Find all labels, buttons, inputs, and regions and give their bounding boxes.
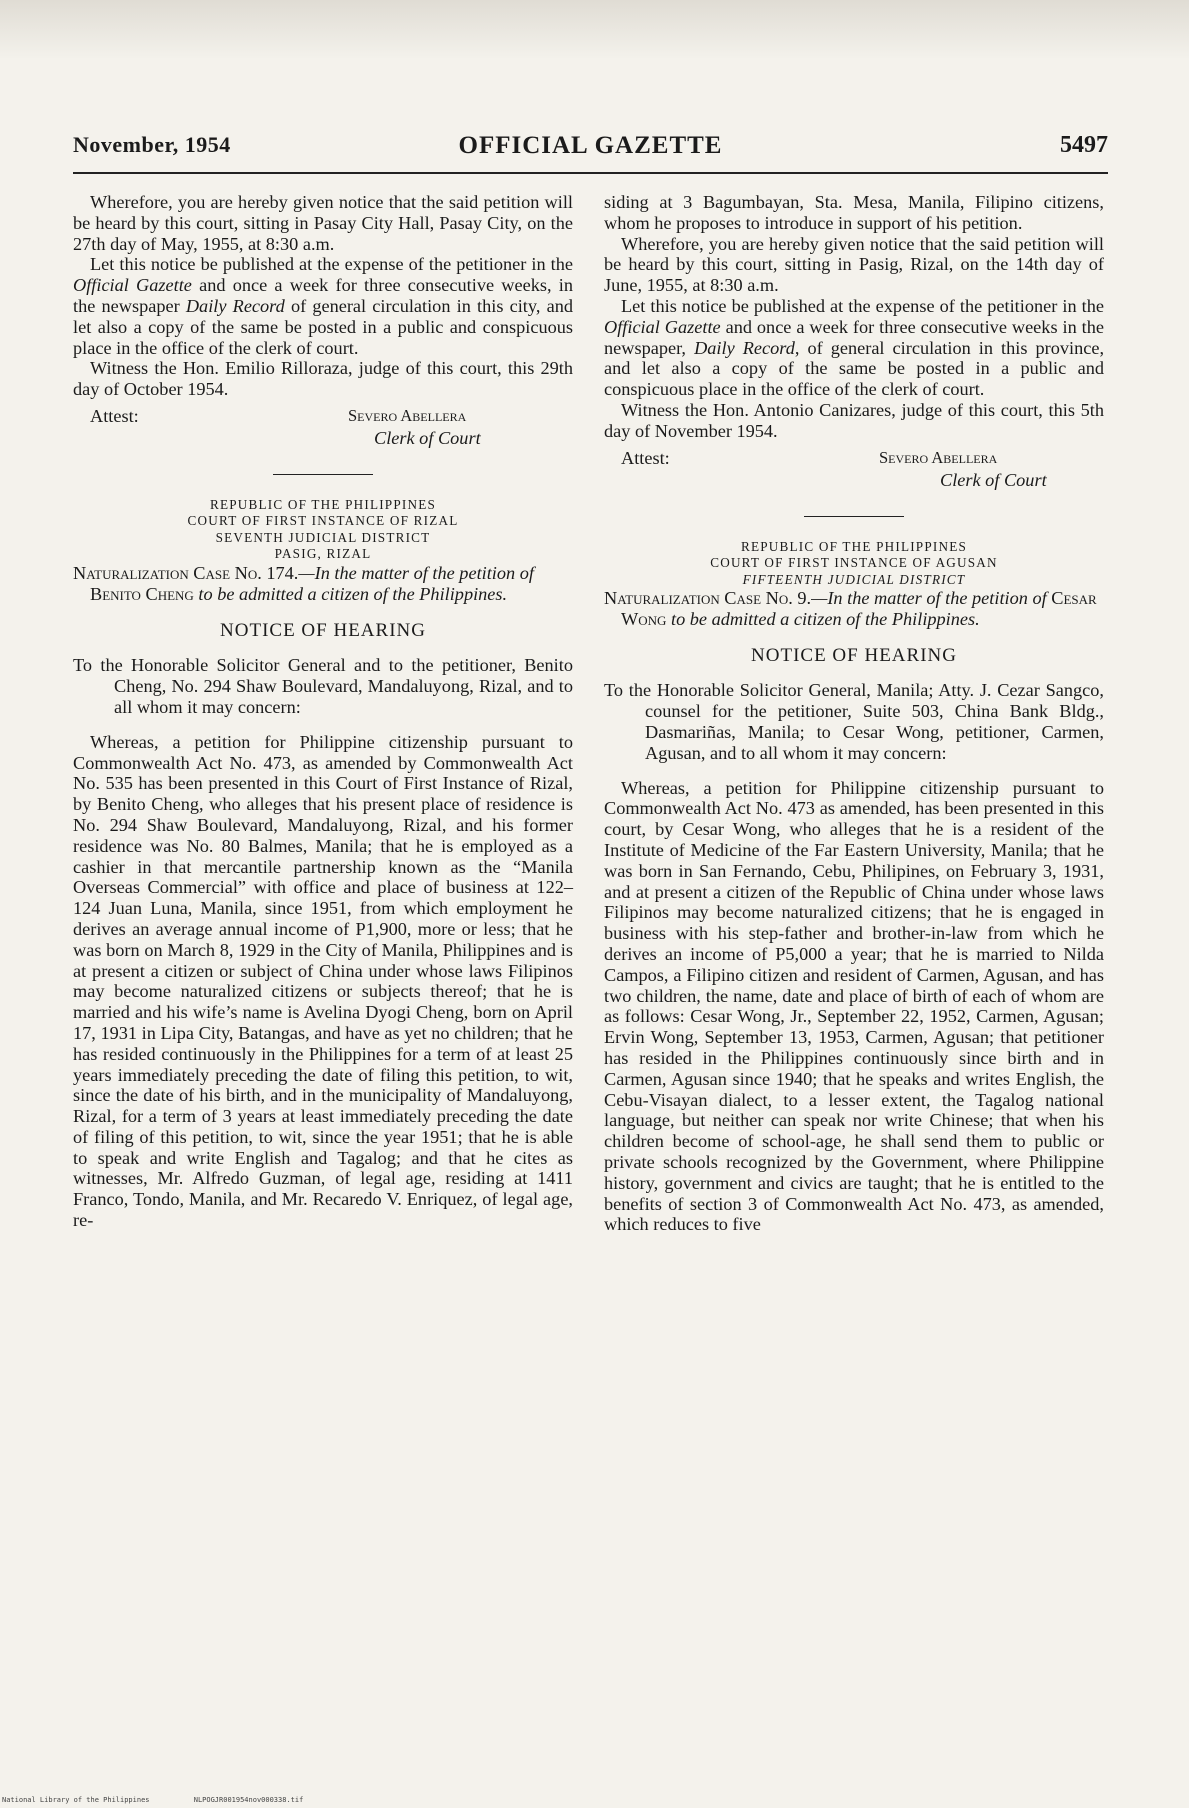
clerk-title: Clerk of Court [374, 427, 481, 448]
attest-block [73, 406, 573, 450]
body-paragraph: Whereas, a petition for Philippine citizenship pursuant to Commonwealth Act No. 473 as amended, has been presented in this court, by Cesar Wong, who alleges that he is a resident of the Institute of Medicine of the Far Eastern University, Manila; that he was born in San Fernando, Cebu, Philipines, on February 3, 1931, and at present a citizen of the Republic of China under whose laws Filipinos may become naturalized citizens; that he is engaged in business with his step-father and brother-in-law from which he derives an income of P5,000 a year; that he is married to Nilda Campos, a Filipino citizen and resident of Carmen, Agusan, and has two children, the name, date and place of birth of each of whom are as follows: Cesar Wong, Jr., September 22, 1952, Carmen, Agusan; Ervin Wong, September 13, 1953, Carmen, Agusan; that petitioner has resided in the Philippines continuously since birth and in Carmen, Agusan since 1940; that he speaks and writes English, the Cebu-Visayan dialect, to a lesser extent, the Tagalog national language, but neither can speak nor write Chinese; that when his children become of school-age, he shall send them to public or private schools recognized by the Government, where Philippine history, government and civics are taught; that he is entitled to the benefits of section 3 of Commonwealth Act No. 473, as amended, which reduces to five [604, 777, 1104, 1235]
case-title: Naturalization Case No. 9.—In the matter of the petition of Cesar Wong to be admitted a citizen of the Philippines. [604, 588, 1097, 629]
section-divider [804, 516, 904, 517]
header-rule [73, 172, 1108, 174]
page-number: 5497 [1060, 132, 1108, 158]
page-header [73, 132, 1108, 162]
header-date: November, 1954 [73, 132, 231, 157]
file-name: NLPOGJR001954nov000338.tif [193, 1796, 304, 1804]
paragraph: Let this notice be published at the expense of the petitioner in the Official Gazette and once a week for three consecutive weeks in the newspaper, Daily Record, of general circulation in this province, and let also a copy of the same be posted in a public and conspicuous place in the office of the clerk of court. [604, 295, 1105, 400]
body-paragraph: Whereas, a petition for Philippine citizenship pursuant to Commonwealth Act No. 473, as amended by Commonwealth Act No. 535 has been presented in this Court of First Instance of Rizal, by Benito Cheng, who alleges that his present place of residence is No. 294 Shaw Boulevard, Mandaluyong, Rizal, and his former residence was No. 80 Balmes, Manila; that he is employed as a cashier in that mercantile partnership known as the “Manila Overseas Commercial” with office and place of business at 122–124 Juan Luna, Manila, since 1951, from which employment he derives an average annual income of P1,900, more or less; that he was born on March 8, 1929 in the City of Manila, Philippines and is at present a citizen or subject of China under whose laws Filipinos may become naturalized citizens or subjects thereof; that he is married and his wife’s name is Avelina Dyogi Cheng, born on April 17, 1931 in Lipa City, Batangas, and have as yet no children; that he has resided continuously in the Philippines for a term of at least 25 years immediately preceding the date of filing this petition, to wit, since the date of his birth, and in the municipality of Mandaluyong, Rizal, for a term of 3 years at least immediately preceding the date of filing of this petition, to wit, since the year 1951; that he is able to speak and write English and Tagalog; and that he cites as witnesses, Mr. Alfredo Guzman, of legal age, residing at 1411 Franco, Tondo, Manila, and Mr. Recaredo V. Enriquez, of legal age, re- [73, 731, 573, 1231]
scan-footer [2, 1796, 343, 1804]
clerk-name: Severo Abellera [879, 447, 998, 467]
court-heading: REPUBLIC OF THE PHILIPPINES COURT OF FIRST INSTANCE OF RIZAL SEVENTH JUDICIAL DISTRICT PASIG, RIZAL [187, 496, 459, 562]
paragraph: siding at 3 Bagumbayan, Sta. Mesa, Manila, Filipino citizens, whom he proposes to introduce in support of his petition. [604, 192, 1104, 233]
right-column [604, 192, 1104, 1235]
clerk-title: Clerk of Court [940, 469, 1047, 490]
publication-title: OFFICIAL GAZETTE [458, 132, 723, 159]
attest-label: Attest: [621, 447, 670, 468]
paragraph: Wherefore, you are hereby given notice that the said petition will be heard by this court, sitting in Pasig, Rizal, on the 14th day of June, 1955, at 8:30 a.m. [604, 233, 1104, 296]
notice-heading: NOTICE OF HEARING [220, 619, 426, 641]
address-paragraph: To the Honorable Solicitor General and to the petitioner, Benito Cheng, No. 294 Shaw Boulevard, Mandaluyong, Rizal, and to all whom it may concern: [73, 655, 573, 717]
court-heading: REPUBLIC OF THE PHILIPPINES COURT OF FIRST INSTANCE OF AGUSAN FIFTEENTH JUDICIAL DISTRICT [710, 538, 998, 587]
clerk-name: Severo Abellera [348, 405, 467, 425]
paragraph: Witness the Hon. Emilio Rilloraza, judge of this court, this 29th day of October 1954. [73, 358, 573, 400]
paragraph: Witness the Hon. Antonio Canizares, judge of this court, this 5th day of November 1954. [604, 399, 1104, 441]
paragraph: Wherefore, you are hereby given notice that the said petition will be heard by this court, sitting in Pasay City Hall, Pasay City, on the 27th day of May, 1955, at 8:30 a.m. [73, 192, 573, 254]
section-divider [273, 474, 373, 475]
left-column [73, 192, 573, 1231]
attest-label: Attest: [90, 405, 139, 426]
library-name: National Library of the Philippines [2, 1796, 150, 1804]
notice-heading: NOTICE OF HEARING [751, 644, 957, 666]
paragraph: Let this notice be published at the expense of the petitioner in the Official Gazette and once a week for three consecutive weeks, in the newspaper Daily Record of general circulation in this city, and let also a copy of the same be posted in a public and conspicuous place in the office of the clerk of court. [73, 254, 573, 358]
attest-block [604, 448, 1104, 492]
address-paragraph: To the Honorable Solicitor General, Manila; Atty. J. Cezar Sangco, counsel for the petitioner, Suite 503, China Bank Bldg., Dasmariñas, Manila; to Cesar Wong, petitioner, Carmen, Agusan, and to all whom it may concern: [604, 680, 1104, 763]
scan-noise [0, 0, 1189, 60]
case-title: Naturalization Case No. 174.—In the matter of the petition of Benito Cheng to be admitted a citizen of the Philippines. [73, 562, 534, 604]
